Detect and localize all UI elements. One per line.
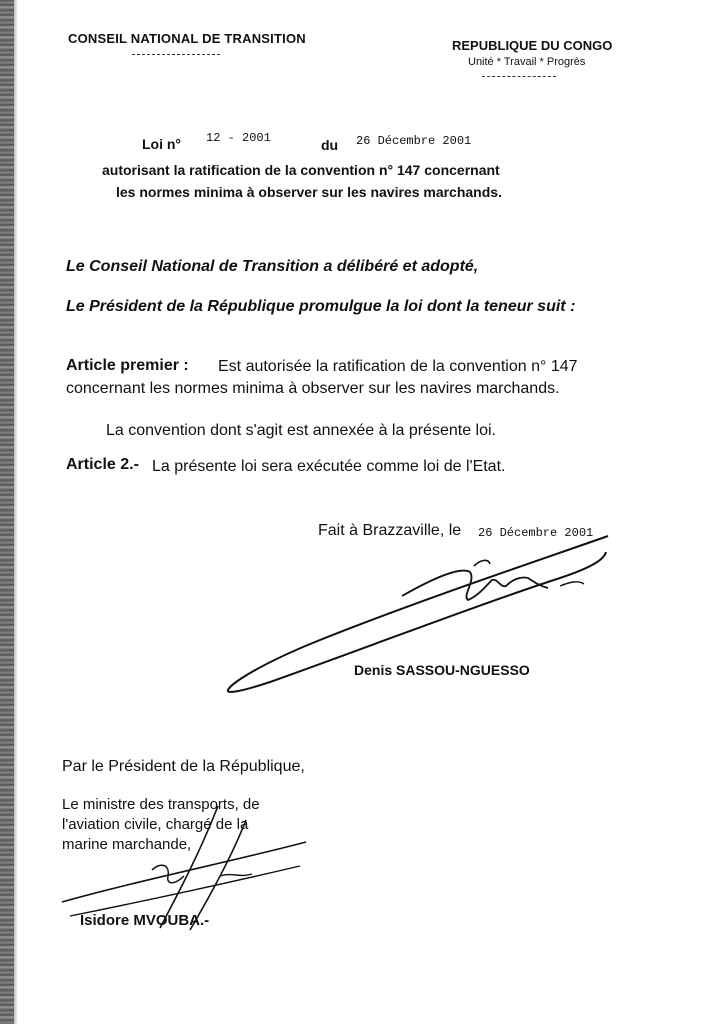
countersign-by-line: Par le Président de la République, (62, 758, 305, 775)
preamble-promulgation: Le Président de la République promulgue la loi dont la teneur suit : (66, 298, 576, 315)
article-1-text-continued: concernant les normes minima à observer sur les navires marchands. (66, 380, 560, 397)
header-right-divider (482, 76, 556, 77)
law-title-prefix: Loi n° (142, 136, 182, 152)
law-date-prefix: du (321, 137, 339, 153)
article-1-text: Est autorisée la ratification de la convention n° 147 (218, 358, 578, 375)
law-date: 26 Décembre 2001 (356, 134, 472, 148)
minister-title-line-3: marine marchande, (62, 836, 192, 853)
article-2-label: Article 2.- (66, 456, 139, 473)
scan-edge-shadow (14, 0, 18, 1024)
law-title-line-2: autorisant la ratification de la convention n° 147 concernant (102, 162, 500, 178)
signature-place: Fait à Brazzaville, le (318, 522, 462, 539)
minister-title-line-2: l'aviation civile, chargé de la (62, 816, 249, 833)
annex-statement: La convention dont s'agit est annexée à la présente loi. (106, 422, 496, 439)
issuing-institution: CONSEIL NATIONAL DE TRANSITION (68, 31, 306, 46)
signature-date: 26 Décembre 2001 (478, 526, 594, 540)
law-title-line-3: les normes minima à observer sur les navires marchands. (116, 184, 502, 200)
minister-name: Isidore MVOUBA.- (80, 912, 210, 929)
law-number: 12 - 2001 (206, 131, 271, 145)
article-1-label: Article premier : (66, 357, 189, 374)
minister-title-line-1: Le ministre des transports, de (62, 796, 260, 813)
scan-binding-edge (0, 0, 14, 1024)
president-name: Denis SASSOU-NGUESSO (354, 662, 530, 678)
national-motto: Unité * Travail * Progrès (468, 56, 586, 68)
country-name: REPUBLIQUE DU CONGO (452, 38, 613, 53)
article-2-text: La présente loi sera exécutée comme loi de l'Etat. (152, 458, 506, 475)
preamble-adoption: Le Conseil National de Transition a délibéré et adopté, (66, 258, 479, 275)
header-left-divider (132, 54, 220, 55)
